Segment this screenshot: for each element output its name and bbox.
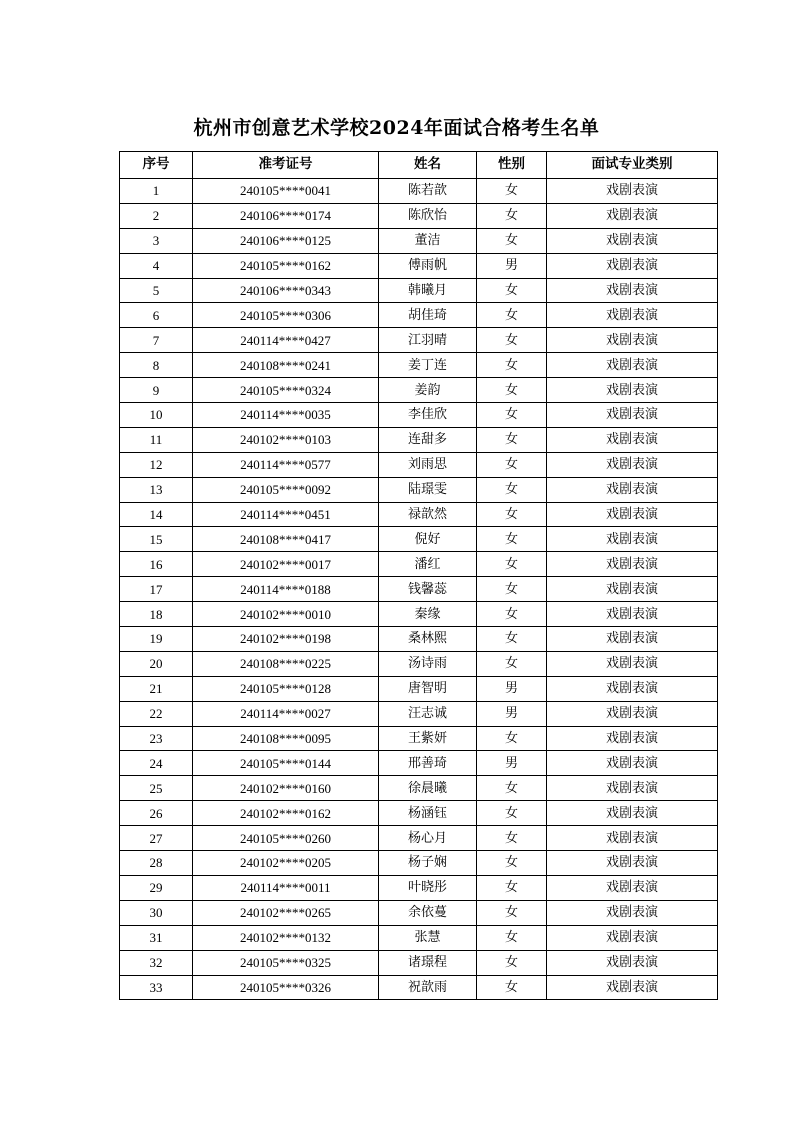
cell-ticket-number: 240105****0092 (193, 477, 379, 502)
cell-major: 戏剧表演 (547, 900, 718, 925)
header-major: 面试专业类别 (547, 152, 718, 179)
cell-name: 徐晨曦 (379, 776, 477, 801)
cell-seq: 16 (120, 552, 193, 577)
cell-name: 陆璟雯 (379, 477, 477, 502)
document-title: 杭州市创意艺术学校2024年面试合格考生名单 (193, 117, 600, 139)
cell-name: 董洁 (379, 228, 477, 253)
cell-name: 秦缘 (379, 602, 477, 627)
cell-seq: 7 (120, 328, 193, 353)
cell-major: 戏剧表演 (547, 701, 718, 726)
cell-ticket-number: 240102****0010 (193, 602, 379, 627)
cell-name: 倪好 (379, 527, 477, 552)
cell-ticket-number: 240105****0324 (193, 378, 379, 403)
cell-seq: 26 (120, 801, 193, 826)
cell-seq: 20 (120, 651, 193, 676)
cell-name: 钱馨蕊 (379, 577, 477, 602)
header-ticket-number: 准考证号 (193, 152, 379, 179)
cell-seq: 11 (120, 427, 193, 452)
cell-gender: 女 (477, 627, 547, 652)
cell-gender: 男 (477, 676, 547, 701)
cell-ticket-number: 240114****0451 (193, 502, 379, 527)
cell-ticket-number: 240102****0205 (193, 851, 379, 876)
cell-major: 戏剧表演 (547, 751, 718, 776)
cell-gender: 女 (477, 403, 547, 428)
cell-gender: 女 (477, 228, 547, 253)
cell-name: 张慧 (379, 925, 477, 950)
table-row (120, 403, 718, 428)
cell-seq: 21 (120, 676, 193, 701)
cell-ticket-number: 240108****0241 (193, 353, 379, 378)
cell-ticket-number: 240102****0198 (193, 627, 379, 652)
cell-name: 杨子娴 (379, 851, 477, 876)
cell-gender: 女 (477, 975, 547, 1000)
cell-gender: 男 (477, 253, 547, 278)
table-row (120, 826, 718, 851)
cell-name: 杨涵钰 (379, 801, 477, 826)
cell-ticket-number: 240102****0265 (193, 900, 379, 925)
cell-ticket-number: 240102****0103 (193, 427, 379, 452)
cell-gender: 女 (477, 502, 547, 527)
cell-gender: 女 (477, 925, 547, 950)
header-gender: 性别 (477, 152, 547, 179)
cell-major: 戏剧表演 (547, 527, 718, 552)
cell-gender: 女 (477, 552, 547, 577)
cell-gender: 女 (477, 851, 547, 876)
cell-gender: 女 (477, 527, 547, 552)
cell-ticket-number: 240105****0306 (193, 303, 379, 328)
cell-name: 陈若歆 (379, 179, 477, 204)
table-row (120, 875, 718, 900)
cell-ticket-number: 240106****0343 (193, 278, 379, 303)
cell-gender: 女 (477, 328, 547, 353)
cell-ticket-number: 240102****0162 (193, 801, 379, 826)
table-row (120, 278, 718, 303)
table-row (120, 228, 718, 253)
table-row (120, 452, 718, 477)
cell-seq: 8 (120, 353, 193, 378)
cell-gender: 女 (477, 452, 547, 477)
cell-major: 戏剧表演 (547, 203, 718, 228)
cell-seq: 23 (120, 726, 193, 751)
cell-ticket-number: 240105****0144 (193, 751, 379, 776)
table-row (120, 751, 718, 776)
cell-ticket-number: 240105****0162 (193, 253, 379, 278)
cell-major: 戏剧表演 (547, 726, 718, 751)
cell-gender: 女 (477, 427, 547, 452)
cell-seq: 13 (120, 477, 193, 502)
cell-gender: 男 (477, 751, 547, 776)
cell-gender: 女 (477, 726, 547, 751)
cell-name: 姜丁连 (379, 353, 477, 378)
cell-name: 汤诗雨 (379, 651, 477, 676)
cell-gender: 女 (477, 577, 547, 602)
cell-seq: 27 (120, 826, 193, 851)
cell-major: 戏剧表演 (547, 353, 718, 378)
cell-name: 韩曦月 (379, 278, 477, 303)
cell-seq: 9 (120, 378, 193, 403)
cell-ticket-number: 240105****0260 (193, 826, 379, 851)
cell-major: 戏剧表演 (547, 950, 718, 975)
cell-name: 桑林熙 (379, 627, 477, 652)
cell-seq: 5 (120, 278, 193, 303)
table-row (120, 651, 718, 676)
cell-ticket-number: 240106****0174 (193, 203, 379, 228)
cell-name: 姜韵 (379, 378, 477, 403)
table-row (120, 627, 718, 652)
table-body (120, 179, 718, 1000)
cell-seq: 18 (120, 602, 193, 627)
cell-ticket-number: 240114****0027 (193, 701, 379, 726)
table-row (120, 577, 718, 602)
table-row (120, 328, 718, 353)
cell-major: 戏剧表演 (547, 328, 718, 353)
cell-name: 连甜多 (379, 427, 477, 452)
cell-gender: 女 (477, 203, 547, 228)
cell-seq: 4 (120, 253, 193, 278)
cell-gender: 女 (477, 826, 547, 851)
table-row (120, 925, 718, 950)
cell-major: 戏剧表演 (547, 403, 718, 428)
cell-gender: 女 (477, 179, 547, 204)
cell-ticket-number: 240102****0160 (193, 776, 379, 801)
cell-major: 戏剧表演 (547, 502, 718, 527)
cell-seq: 1 (120, 179, 193, 204)
cell-gender: 女 (477, 353, 547, 378)
cell-ticket-number: 240114****0188 (193, 577, 379, 602)
cell-seq: 24 (120, 751, 193, 776)
cell-major: 戏剧表演 (547, 477, 718, 502)
cell-seq: 6 (120, 303, 193, 328)
cell-name: 傅雨帆 (379, 253, 477, 278)
cell-seq: 3 (120, 228, 193, 253)
cell-gender: 女 (477, 651, 547, 676)
table-row (120, 179, 718, 204)
table-row (120, 726, 718, 751)
table-header-row (120, 152, 718, 179)
cell-major: 戏剧表演 (547, 826, 718, 851)
table-row (120, 203, 718, 228)
cell-seq: 28 (120, 851, 193, 876)
cell-major: 戏剧表演 (547, 627, 718, 652)
cell-seq: 29 (120, 875, 193, 900)
table-row (120, 950, 718, 975)
cell-name: 李佳欣 (379, 403, 477, 428)
table-row (120, 253, 718, 278)
cell-name: 叶晓彤 (379, 875, 477, 900)
cell-seq: 15 (120, 527, 193, 552)
cell-major: 戏剧表演 (547, 228, 718, 253)
cell-major: 戏剧表演 (547, 801, 718, 826)
cell-seq: 14 (120, 502, 193, 527)
cell-ticket-number: 240114****0011 (193, 875, 379, 900)
table-row (120, 676, 718, 701)
cell-name: 刘雨思 (379, 452, 477, 477)
table-row (120, 851, 718, 876)
cell-seq: 2 (120, 203, 193, 228)
cell-major: 戏剧表演 (547, 253, 718, 278)
table-row (120, 552, 718, 577)
cell-ticket-number: 240105****0326 (193, 975, 379, 1000)
table-row (120, 378, 718, 403)
cell-name: 胡佳琦 (379, 303, 477, 328)
cell-ticket-number: 240114****0427 (193, 328, 379, 353)
cell-major: 戏剧表演 (547, 278, 718, 303)
cell-ticket-number: 240102****0132 (193, 925, 379, 950)
cell-seq: 22 (120, 701, 193, 726)
cell-gender: 女 (477, 303, 547, 328)
table-row (120, 801, 718, 826)
candidate-table (119, 151, 718, 1000)
cell-gender: 女 (477, 776, 547, 801)
cell-name: 余依蔓 (379, 900, 477, 925)
cell-seq: 30 (120, 900, 193, 925)
table-row (120, 900, 718, 925)
cell-name: 江羽晴 (379, 328, 477, 353)
cell-gender: 女 (477, 378, 547, 403)
table-row (120, 975, 718, 1000)
cell-ticket-number: 240108****0225 (193, 651, 379, 676)
cell-name: 王紫妍 (379, 726, 477, 751)
cell-ticket-number: 240114****0035 (193, 403, 379, 428)
cell-name: 潘红 (379, 552, 477, 577)
table-row (120, 701, 718, 726)
cell-seq: 33 (120, 975, 193, 1000)
cell-seq: 32 (120, 950, 193, 975)
cell-ticket-number: 240108****0417 (193, 527, 379, 552)
header-seq: 序号 (120, 152, 193, 179)
cell-gender: 女 (477, 900, 547, 925)
cell-name: 禄歆然 (379, 502, 477, 527)
cell-major: 戏剧表演 (547, 676, 718, 701)
cell-name: 陈欣怡 (379, 203, 477, 228)
table-row (120, 353, 718, 378)
cell-gender: 女 (477, 477, 547, 502)
table-row (120, 427, 718, 452)
cell-seq: 25 (120, 776, 193, 801)
table-row (120, 477, 718, 502)
header-name: 姓名 (379, 152, 477, 179)
cell-ticket-number: 240114****0577 (193, 452, 379, 477)
cell-major: 戏剧表演 (547, 577, 718, 602)
cell-name: 诸璟程 (379, 950, 477, 975)
cell-ticket-number: 240105****0128 (193, 676, 379, 701)
cell-seq: 17 (120, 577, 193, 602)
table-row (120, 502, 718, 527)
cell-major: 戏剧表演 (547, 303, 718, 328)
cell-ticket-number: 240108****0095 (193, 726, 379, 751)
cell-gender: 女 (477, 875, 547, 900)
cell-major: 戏剧表演 (547, 776, 718, 801)
cell-ticket-number: 240106****0125 (193, 228, 379, 253)
cell-ticket-number: 240105****0325 (193, 950, 379, 975)
cell-name: 汪志诚 (379, 701, 477, 726)
cell-name: 唐智明 (379, 676, 477, 701)
cell-seq: 12 (120, 452, 193, 477)
cell-major: 戏剧表演 (547, 427, 718, 452)
cell-seq: 10 (120, 403, 193, 428)
cell-gender: 女 (477, 602, 547, 627)
table-row (120, 303, 718, 328)
cell-name: 邢善琦 (379, 751, 477, 776)
cell-gender: 女 (477, 801, 547, 826)
cell-gender: 男 (477, 701, 547, 726)
cell-major: 戏剧表演 (547, 552, 718, 577)
cell-seq: 19 (120, 627, 193, 652)
cell-major: 戏剧表演 (547, 179, 718, 204)
cell-major: 戏剧表演 (547, 875, 718, 900)
cell-name: 杨心月 (379, 826, 477, 851)
table-row (120, 776, 718, 801)
cell-gender: 女 (477, 278, 547, 303)
cell-major: 戏剧表演 (547, 602, 718, 627)
cell-major: 戏剧表演 (547, 378, 718, 403)
cell-name: 祝歆雨 (379, 975, 477, 1000)
cell-ticket-number: 240102****0017 (193, 552, 379, 577)
cell-major: 戏剧表演 (547, 651, 718, 676)
table-row (120, 602, 718, 627)
cell-major: 戏剧表演 (547, 851, 718, 876)
cell-major: 戏剧表演 (547, 925, 718, 950)
cell-major: 戏剧表演 (547, 452, 718, 477)
table-row (120, 527, 718, 552)
cell-major: 戏剧表演 (547, 975, 718, 1000)
cell-ticket-number: 240105****0041 (193, 179, 379, 204)
cell-gender: 女 (477, 950, 547, 975)
cell-seq: 31 (120, 925, 193, 950)
